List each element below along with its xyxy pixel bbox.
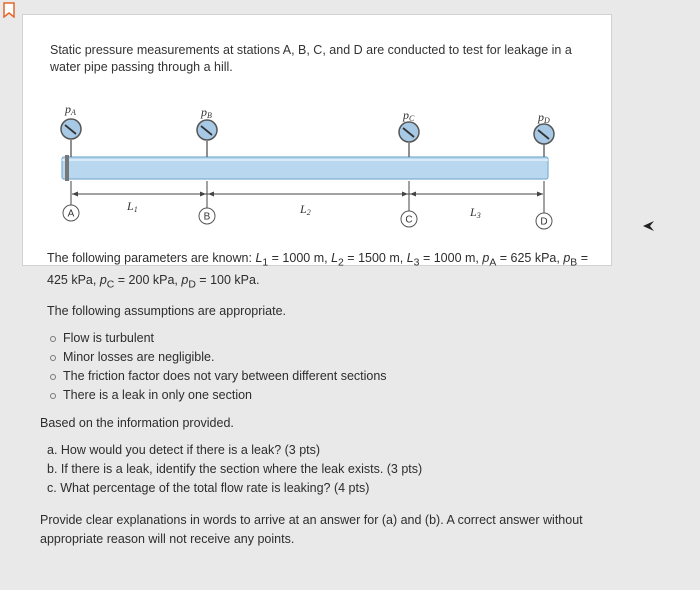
length-label-3: L3 (470, 205, 481, 220)
svg-text:B: B (203, 211, 211, 223)
final-note: Provide clear explanations in words to arrive at an answer for (a) and (b). A correct answer without appropriate reason will not receive any points. (40, 513, 583, 546)
known-l3: $L_3 = 1000$ m, (406, 251, 483, 269)
gauge-b (197, 120, 217, 140)
gauge-c (399, 122, 419, 142)
assumption-item: Flow is turbulent (50, 330, 600, 347)
assumption-item: There is a leak in only one section (50, 387, 600, 404)
questions-list (47, 442, 600, 497)
based-on-text: Based on the information provided. (40, 416, 234, 430)
length-label-1: L1 (127, 199, 138, 214)
svg-text:A: A (67, 208, 75, 220)
gauge-label-b: pB (201, 105, 212, 120)
gauge-label-d: pD (538, 110, 550, 125)
known-pd: $p_D = 100$ kPa. (181, 272, 260, 290)
assumption-item: The friction factor does not vary between different sections (50, 368, 600, 385)
known-parameters: The following parameters are known: $L_1 = 1000$ m, $L_2 = 1500$ m, $L_3 = 1000$ m, $p_A = 625$ kPa, $p_B = 425$ kPa, $p_C = 200$ kPa, $p_D = 100$ kPa. (47, 251, 589, 290)
gauge-a (61, 119, 81, 139)
question-item: b. If there is a leak, identify the section where the leak exists. (3 pts) (47, 462, 423, 476)
known-pc: $p_C = 200$ kPa, (99, 272, 182, 290)
question-item: a. How would you detect if there is a leak? (3 pts) (47, 443, 321, 457)
assumption-item: Minor losses are negligible. (50, 349, 600, 366)
assumptions-heading: The following assumptions are appropriate. (47, 304, 287, 318)
known-l1: $L_1 = 1000$ m, (255, 251, 332, 269)
gauge-label-c: pC (403, 108, 415, 123)
cursor-icon (643, 221, 655, 231)
station-b (199, 208, 215, 224)
known-pa: $p_A = 625$ kPa, (482, 251, 564, 269)
svg-text:C: C (405, 214, 413, 226)
svg-text:D: D (540, 216, 548, 228)
station-d (536, 213, 552, 229)
intro-text: Static pressure measurements at stations A, B, C, and D are conducted to test for leakage in a water pipe passing through a hill. (50, 43, 572, 74)
station-a (63, 205, 79, 221)
gauge-label-a: pA (65, 102, 76, 117)
station-c (401, 211, 417, 227)
question-item: c. What percentage of the total flow rate is leaking? (4 pts) (47, 481, 370, 495)
question-content (40, 250, 600, 549)
pipe-diagram (0, 0, 700, 250)
assumptions-list (50, 330, 600, 404)
known-pb: $p_B = 425$ kPa, (47, 251, 589, 287)
gauge-d (534, 124, 554, 144)
known-l2: $L_2 = 1500$ m, (331, 251, 407, 269)
length-label-2: L2 (300, 202, 311, 217)
